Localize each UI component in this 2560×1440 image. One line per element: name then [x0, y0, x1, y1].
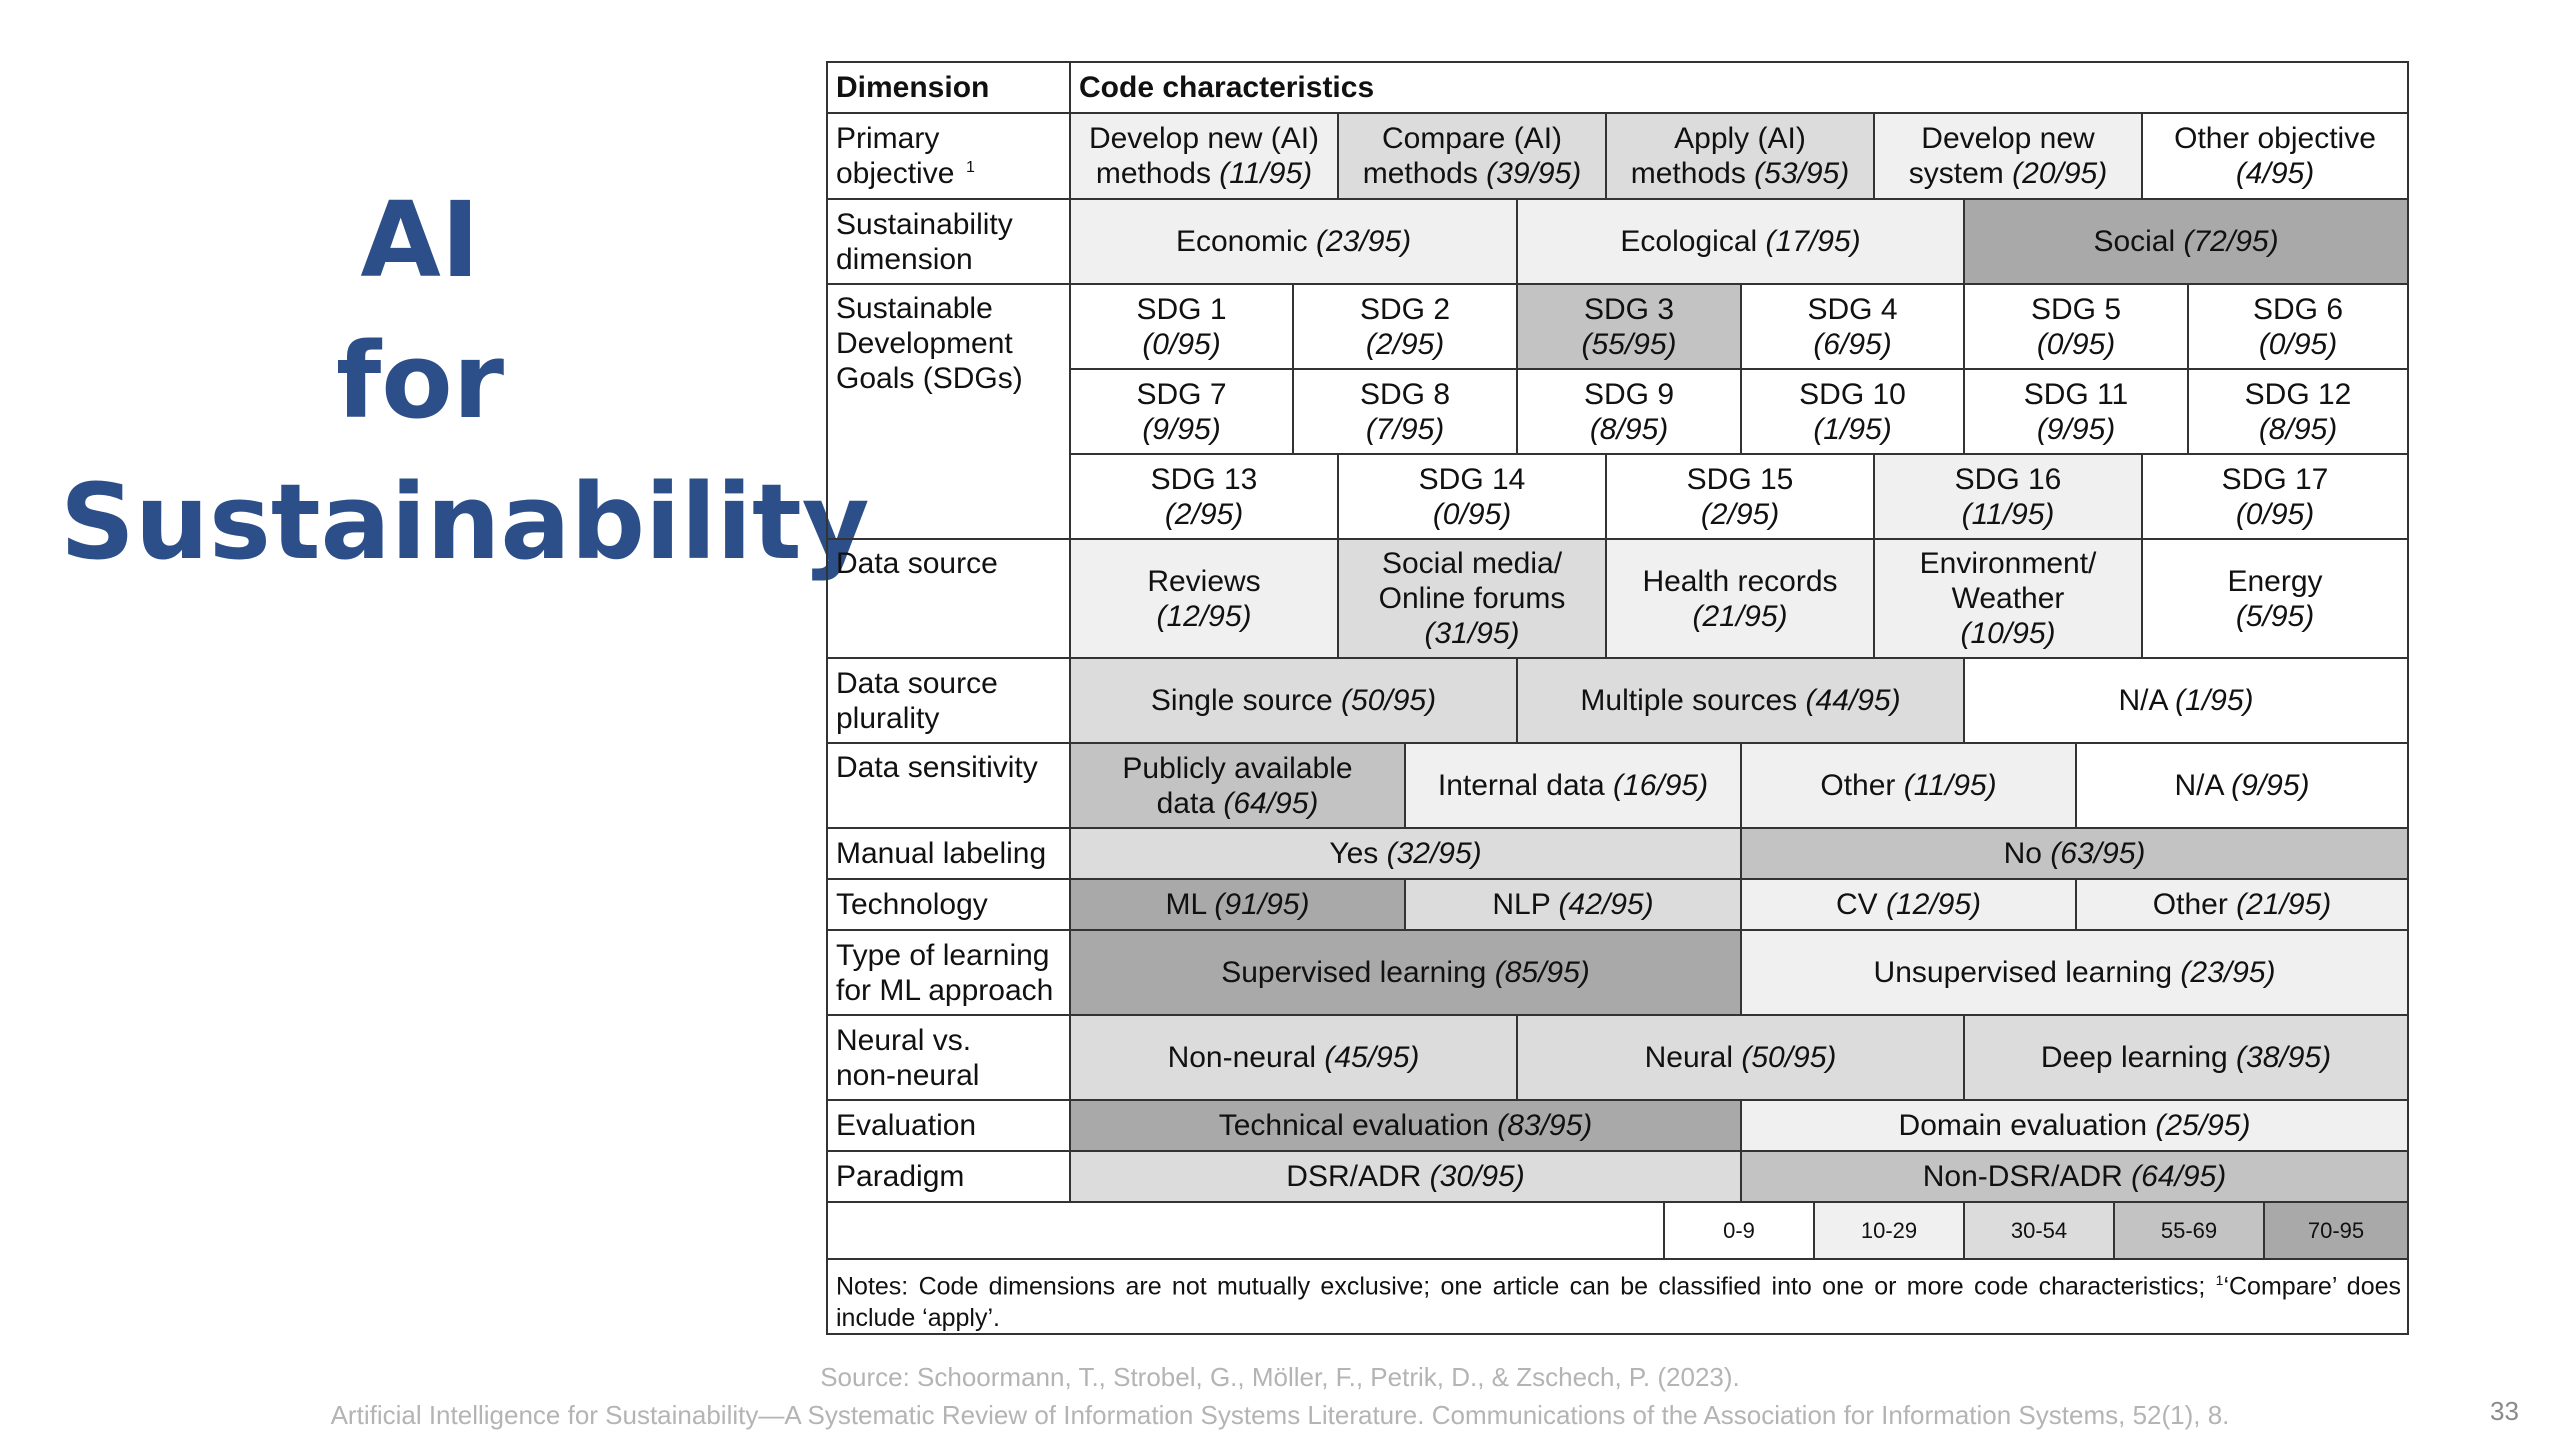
- dimension-primary-objective: [828, 114, 1071, 200]
- legend-spacer: [828, 1203, 1665, 1260]
- cell-ev-domain: Domain evaluation (25/95): [1742, 1101, 2407, 1152]
- dimension-data-sensitivity: Data sensitivity: [828, 744, 1071, 829]
- table-notes: [828, 1260, 2407, 1333]
- cell-nn-neural: Neural (50/95): [1518, 1016, 1965, 1101]
- cell-dsen-other: Other (11/95): [1742, 744, 2077, 829]
- legend-range-30-54: 30-54: [1965, 1203, 2115, 1260]
- cell-ev-technical: Technical evaluation (83/95): [1071, 1101, 1742, 1152]
- cell-sd-ecological: Ecological (17/95): [1518, 200, 1965, 285]
- cell-tech-ml: ML (91/95): [1071, 880, 1406, 931]
- cell-nn-deep-learning: Deep learning (38/95): [1965, 1016, 2407, 1101]
- cell-tl-unsupervised: Unsupervised learning (23/95): [1742, 931, 2407, 1016]
- dimension-technology: Technology: [828, 880, 1071, 931]
- footnote-mark: 1: [966, 159, 975, 176]
- legend-range-10-29: 10-29: [1815, 1203, 1965, 1260]
- dimension-label: Primary objective: [836, 122, 955, 190]
- source-line-2: Artificial Intelligence for Sustainability—A Systematic Review of Information Systems Literature. Communications of the Association for Information Systems, 52(1), 8.: [330, 1400, 2230, 1430]
- cell-tech-nlp: NLP (42/95): [1406, 880, 1742, 931]
- dimension-type-of-learning: Type of learning for ML approach: [828, 931, 1071, 1016]
- cell-sdg-16: SDG 16 (11/95): [1875, 455, 2143, 540]
- cell-po-other-objective: Other objective (4/95): [2143, 114, 2407, 200]
- cell-sdg-2: SDG 2 (2/95): [1294, 285, 1518, 370]
- cell-ds-health-records: Health records (21/95): [1607, 540, 1875, 659]
- legend-range-70-95: 70-95: [2265, 1203, 2407, 1260]
- cell-dp-single-source: Single source (50/95): [1071, 659, 1518, 744]
- cell-sdg-11: SDG 11 (9/95): [1965, 370, 2189, 455]
- dimension-sustainability: Sustainability dimension: [828, 200, 1071, 285]
- cell-dsen-na: N/A (9/95): [2077, 744, 2407, 829]
- page-number: 33: [2490, 1396, 2519, 1426]
- cell-sdg-3: SDG 3 (55/95): [1518, 285, 1742, 370]
- slide-title: [60, 170, 870, 593]
- cell-tech-cv: CV (12/95): [1742, 880, 2077, 931]
- dimension-paradigm: Paradigm: [828, 1152, 1071, 1203]
- cell-pa-dsr-adr: DSR/ADR (30/95): [1071, 1152, 1742, 1203]
- cell-tl-supervised: Supervised learning (85/95): [1071, 931, 1742, 1016]
- source-line-1: Source: Schoormann, T., Strobel, G., Möller, F., Petrik, D., & Zschech, P. (2023).: [820, 1362, 1740, 1392]
- dimension-evaluation: Evaluation: [828, 1101, 1071, 1152]
- notes-text: Notes: Code dimensions are not mutually exclusive; one article can be classified into one or more code characteristics;: [836, 1272, 2206, 1301]
- cell-sdg-5: SDG 5 (0/95): [1965, 285, 2189, 370]
- notes-footnote-mark: 1: [2215, 1272, 2224, 1288]
- cell-sdg-10: SDG 10 (1/95): [1742, 370, 1965, 455]
- cell-ds-reviews: Reviews (12/95): [1071, 540, 1339, 659]
- cell-sdg-9: SDG 9 (8/95): [1518, 370, 1742, 455]
- cell-po-develop-new-system: Develop new system (20/95): [1875, 114, 2143, 200]
- cell-sdg-13: SDG 13 (2/95): [1071, 455, 1339, 540]
- cell-tech-other: Other (21/95): [2077, 880, 2407, 931]
- notes-footnote-text: ‘Compare’ does include ‘apply’.: [836, 1272, 2401, 1333]
- cell-sdg-8: SDG 8 (7/95): [1294, 370, 1518, 455]
- cell-dsen-publicly-available: Publicly available data (64/95): [1071, 744, 1406, 829]
- title-line-sustainability: Sustainability: [60, 461, 870, 583]
- cell-ds-energy: Energy (5/95): [2143, 540, 2407, 659]
- cell-sdg-6: SDG 6 (0/95): [2189, 285, 2407, 370]
- cell-sdg-12: SDG 12 (8/95): [2189, 370, 2407, 455]
- cell-po-develop-new-ai-methods: Develop new (AI) methods (11/95): [1071, 114, 1339, 200]
- dimension-data-source: Data source: [828, 540, 1071, 659]
- legend-range-55-69: 55-69: [2115, 1203, 2265, 1260]
- cell-ds-environment-weather: Environment/ Weather (10/95): [1875, 540, 2143, 659]
- cell-nn-non-neural: Non-neural (45/95): [1071, 1016, 1518, 1101]
- title-line-ai: AI: [360, 179, 480, 301]
- cell-po-apply-ai-methods: Apply (AI) methods (53/95): [1607, 114, 1875, 200]
- dimension-neural: Neural vs. non-neural: [828, 1016, 1071, 1101]
- cell-ml-no: No (63/95): [1742, 829, 2407, 880]
- cell-po-compare-ai-methods: Compare (AI) methods (39/95): [1339, 114, 1607, 200]
- cell-sd-economic: Economic (23/95): [1071, 200, 1518, 285]
- cell-dp-multiple-sources: Multiple sources (44/95): [1518, 659, 1965, 744]
- cell-dsen-internal-data: Internal data (16/95): [1406, 744, 1742, 829]
- cell-dp-na: N/A (1/95): [1965, 659, 2407, 744]
- header-code-characteristics: Code characteristics: [1071, 63, 2407, 114]
- cell-pa-non-dsr-adr: Non-DSR/ADR (64/95): [1742, 1152, 2407, 1203]
- code-characteristics-table: [826, 61, 2409, 1335]
- cell-sdg-14: SDG 14 (0/95): [1339, 455, 1607, 540]
- cell-sdg-4: SDG 4 (6/95): [1742, 285, 1965, 370]
- title-line-for: for: [336, 320, 504, 442]
- dimension-data-source-plurality: Data source plurality: [828, 659, 1071, 744]
- cell-sd-social: Social (72/95): [1965, 200, 2407, 285]
- cell-ds-social-media: Social media/ Online forums (31/95): [1339, 540, 1607, 659]
- cell-sdg-7: SDG 7 (9/95): [1071, 370, 1294, 455]
- cell-sdg-15: SDG 15 (2/95): [1607, 455, 1875, 540]
- header-dimension: Dimension: [828, 63, 1071, 114]
- dimension-manual-labeling: Manual labeling: [828, 829, 1071, 880]
- dimension-sdgs: Sustainable Development Goals (SDGs): [828, 285, 1071, 540]
- cell-ml-yes: Yes (32/95): [1071, 829, 1742, 880]
- legend-range-0-9: 0-9: [1665, 1203, 1815, 1260]
- cell-sdg-17: SDG 17 (0/95): [2143, 455, 2407, 540]
- cell-sdg-1: SDG 1 (0/95): [1071, 285, 1294, 370]
